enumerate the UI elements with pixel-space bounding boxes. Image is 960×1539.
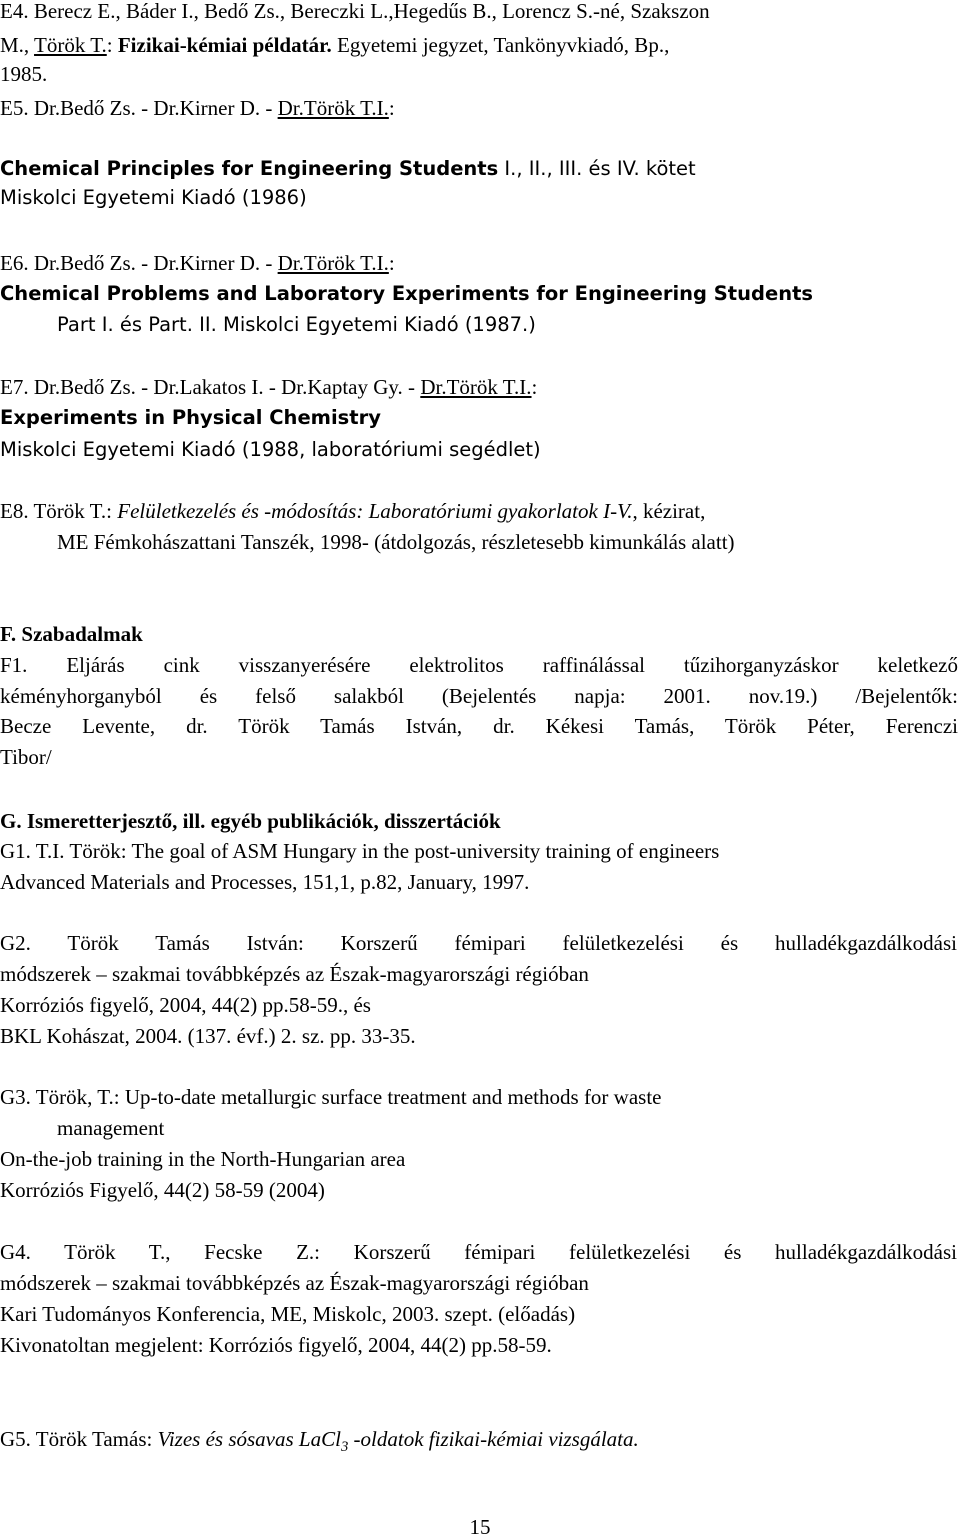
page-number: 15 [469,1515,491,1539]
e8-line-2: ME Fémkohászattani Tanszék, 1998- (átdolgozás, részletesebb kimunkálás alatt) [57,530,735,554]
g3-line-3: On-the-job training in the North-Hungarian area [0,1147,406,1171]
g2-line-4: BKL Kohászat, 2004. (137. évf.) 2. sz. pp. 33-35. [0,1024,416,1048]
e7-publisher: Miskolci Egyetemi Kiadó (1988, laboratóriumi segédlet) [0,438,541,461]
g5-line [0,1424,639,1462]
e6-parts: Part I. és Part. II. Miskolci Egyetemi Kiadó (1987.) [57,313,536,336]
e8-kezirat: , kézirat, [632,499,706,523]
e7-author-underlined: Dr.Török T.I. [420,375,532,399]
e5-volumes: I., II., III. és IV. kötet [498,157,696,180]
e4-author-underlined: Török T. [34,33,107,57]
e6-title: Chemical Problems and Laboratory Experiments for Engineering Students [0,282,814,305]
e4-colon: : [106,33,118,57]
e6-authors-text: E6. Dr.Bedő Zs. - Dr.Kirner D. - [0,251,278,275]
g1-line-2: Advanced Materials and Processes, 151,1, p.82, January, 1997. [0,870,530,894]
e8-title: Felületkezelés és -módosítás: Laboratóriumi gyakorlatok I-V. [117,499,633,523]
e8-author: E8. Török T.: [0,499,118,523]
e4-author: M., [0,33,35,57]
g2-line-3: Korróziós figyelő, 2004, 44(2) pp.58-59., és [0,993,371,1017]
e5-publisher: Miskolci Egyetemi Kiadó (1986) [0,186,307,209]
e4-line-3: 1985. [0,62,48,86]
g5-title-a: Vizes és sósavas LaCl [157,1427,341,1451]
e8-line-1 [0,496,705,526]
e4-publisher: Egyetemi jegyzet, Tankönyvkiadó, Bp., [331,33,670,57]
f1-line-3: Becze Levente, dr. Török Tamás István, dr. Kékesi Tamás, Török Péter, Ferenczi [0,714,958,738]
g4-line-1: G4. Török T., Fecske Z.: Korszerű fémipari felületkezelési és hulladékgazdálkodási [0,1240,957,1264]
g5-author: G5. Török Tamás: [0,1427,158,1451]
g5-subscript: 3 [340,1439,349,1456]
e7-authors [0,372,537,402]
f1-line-2: kéményhorganyból és felső salakból (Bejelentés napja: 2001. nov.19.) /Bejelentők: [0,684,958,708]
e4-line-1: E4. Berecz E., Báder I., Bedő Zs., Bereczki L.,Hegedűs B., Lorencz S.-né, Szakszon [0,0,710,23]
g5-title-b: -oldatok fizikai-kémiai vizsgálata. [348,1427,639,1451]
g3-line-4: Korróziós Figyelő, 44(2) 58-59 (2004) [0,1178,325,1202]
e6-author-underlined: Dr.Török T.I. [277,251,389,275]
g3-line-1: G3. Török, T.: Up-to-date metallurgic surface treatment and methods for waste [0,1085,662,1109]
g3-line-2: management [57,1116,165,1140]
g4-line-3: Kari Tudományos Konferencia, ME, Miskolc, 2003. szept. (előadás) [0,1302,576,1326]
f1-line-4: Tibor/ [0,745,52,769]
e4-title: Fizikai-kémiai példatár. [117,33,332,57]
e7-authors-text: E7. Dr.Bedő Zs. - Dr.Lakatos I. - Dr.Kaptay Gy. - [0,375,421,399]
f1-line-1: F1. Eljárás cink visszanyerésére elektrolitos raffinálással tűzihorganyzáskor keletkező [0,653,958,677]
g2-line-1: G2. Török Tamás István: Korszerű fémipari felületkezelési és hulladékgazdálkodási [0,931,957,955]
section-g-heading: G. Ismeretterjesztő, ill. egyéb publikációk, disszertációk [0,809,501,833]
e5-title: Chemical Principles for Engineering Students [0,157,499,180]
e4-line-2 [0,30,669,60]
g4-line-4: Kivonatoltan megjelent: Korróziós figyelő, 2004, 44(2) pp.58-59. [0,1333,552,1357]
g4-line-2: módszerek – szakmai továbbképzés az Észak-magyarországi régióban [0,1271,589,1295]
e6-colon: : [388,251,395,275]
e5-author-underlined: Dr.Török T.I. [277,96,389,120]
g1-line-1: G1. T.I. Török: The goal of ASM Hungary in the post-university training of engineers [0,839,720,863]
e5-colon: : [388,96,395,120]
e6-authors [0,248,395,278]
g2-line-2: módszerek – szakmai továbbképzés az Észak-magyarországi régióban [0,962,589,986]
e5-title-line [0,153,696,184]
section-f-heading: F. Szabadalmak [0,622,143,646]
e5-authors-text: E5. Dr.Bedő Zs. - Dr.Kirner D. - [0,96,278,120]
e5-authors [0,93,395,123]
e7-colon: : [531,375,538,399]
e7-title: Experiments in Physical Chemistry [0,406,381,429]
